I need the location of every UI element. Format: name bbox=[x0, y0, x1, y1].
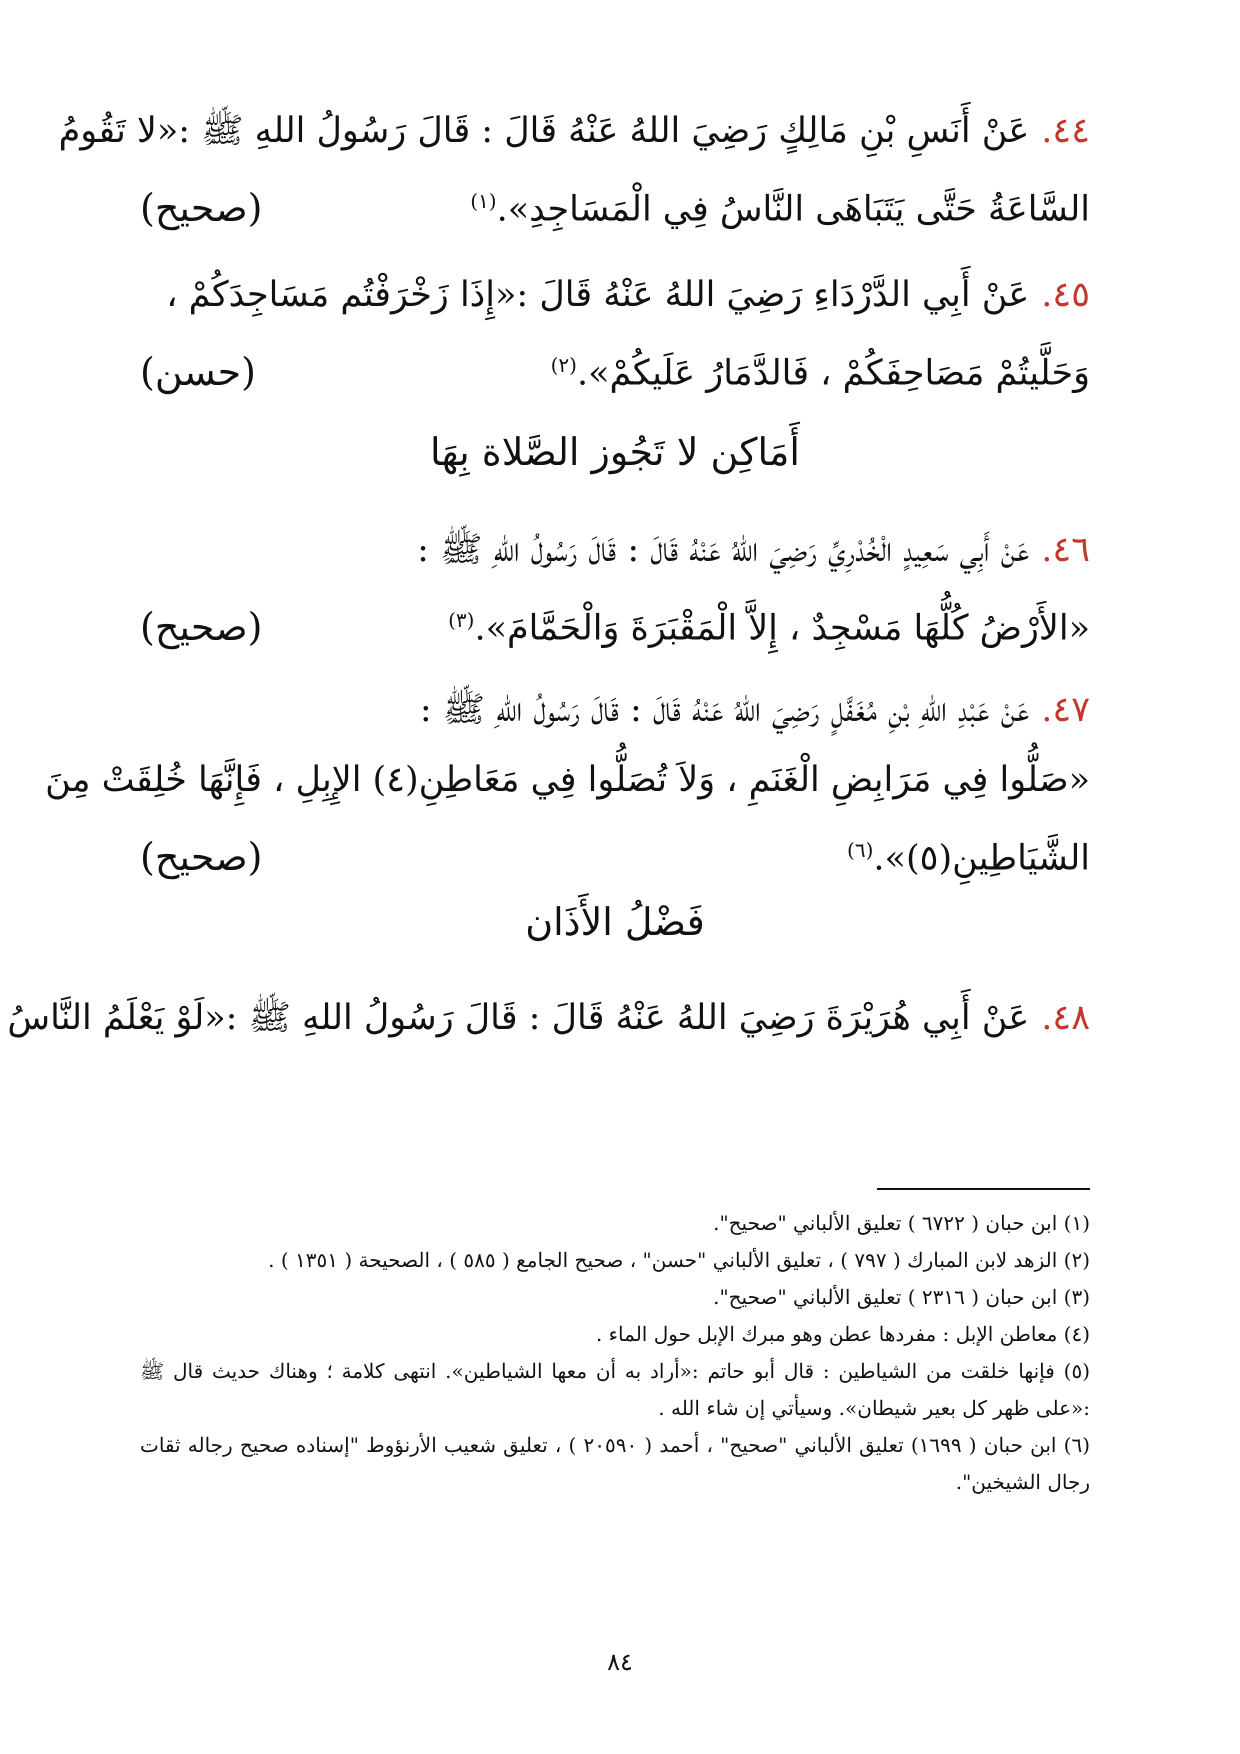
hadith-line bbox=[140, 815, 1090, 894]
footnote-item: (١) ابن حبان ( ٦٧٢٢ ) تعليق الألباني "صحيح". bbox=[713, 1211, 1090, 1235]
hadith-line bbox=[45, 745, 1090, 815]
section-heading: أَمَاكِن لا تَجُوز الصَّلاة بِهَا bbox=[430, 430, 800, 474]
hadith-46 bbox=[140, 515, 1090, 664]
grade-label: (حسن) bbox=[140, 349, 256, 394]
footnote-ref[interactable]: (٢) bbox=[550, 353, 577, 377]
section-heading: فَضْلُ الأَذَان bbox=[525, 900, 705, 944]
footnote-item: (٥) فإنها خلقت من الشياطين : قال أبو حاتم :«أراد به أن معها الشياطين». انتهى كلامة ؛ وهناك حديث قال ﷺ :«على ظهر كل بعير شيطان». وسيأتي إن شاء الله . bbox=[140, 1359, 1090, 1420]
hadith-text: عَنْ أَبِي سَعِيدٍ الْخُدْرِيِّ رَضِيَ اللهُ عَنْهُ قَالَ : قَالَ رَسُولُ اللهِ ﷺ : bbox=[417, 530, 1030, 570]
hadith-47 bbox=[45, 675, 1090, 894]
page-number: ٨٤ bbox=[607, 1648, 633, 1676]
hadith-text: السَّاعَةُ حَتَّى يَتَبَاهَى النَّاسُ فِي الْمَسَاجِدِ». bbox=[496, 189, 1090, 230]
hadith-line bbox=[140, 675, 1090, 745]
hadith-number: ٤٨. bbox=[1041, 998, 1090, 1038]
hadith-number: ٤٤. bbox=[1041, 111, 1090, 151]
hadith-line bbox=[140, 585, 1090, 664]
hadith-line bbox=[140, 515, 1090, 585]
hadith-44 bbox=[58, 96, 1090, 245]
footnote-item: (٤) معاطن الإبل : مفردها عطن وهو مبرك الإبل حول الماء . bbox=[595, 1322, 1090, 1346]
grade-label: (صحيح) bbox=[140, 604, 263, 649]
footnote-item: (٦) ابن حبان ( ١٦٩٩) تعليق الألباني "صحيح" ، أحمد ( ٢٠٥٩٠ ) ، تعليق شعيب الأرنؤوط "إسناده صحيح رجاله ثقات رجال الشيخين". bbox=[140, 1433, 1090, 1494]
hadith-line bbox=[7, 983, 1090, 1053]
hadith-text: عَنْ أَنَسِ بْنِ مَالِكٍ رَضِيَ اللهُ عَنْهُ قَالَ : قَالَ رَسُولُ اللهِ ﷺ :«لا تَقُومُ bbox=[58, 111, 1030, 151]
hadith-48 bbox=[7, 983, 1090, 1053]
hadith-text: عَنْ عَبْدِ اللهِ بْنِ مُغَفَّلٍ رَضِيَ اللهُ عَنْهُ قَالَ : قَالَ رَسُولُ اللهِ ﷺ : bbox=[419, 690, 1030, 730]
hadith-number: ٤٧. bbox=[1041, 690, 1090, 730]
hadith-45 bbox=[140, 260, 1090, 409]
hadith-text: عَنْ أَبِي الدَّرْدَاءِ رَضِيَ اللهُ عَنْهُ قَالَ :«إِذَا زَخْرَفْتُم مَسَاجِدَكُمْ ، bbox=[166, 275, 1030, 315]
hadith-number: ٤٦. bbox=[1041, 530, 1090, 570]
footnote-separator bbox=[877, 1188, 1090, 1190]
hadith-text: وَحَلَّيتُمْ مَصَاحِفَكُمْ ، فَالدَّمَارُ عَلَيكُمْ». bbox=[576, 353, 1090, 394]
footnotes bbox=[140, 1205, 1090, 1501]
footnote-item: (٣) ابن حبان ( ٢٣١٦ ) تعليق الألباني "صحيح". bbox=[713, 1285, 1090, 1309]
footnote-ref[interactable]: (١) bbox=[470, 189, 497, 213]
hadith-line bbox=[140, 166, 1090, 245]
footnote-ref[interactable]: (٣) bbox=[448, 608, 475, 632]
hadith-text: عَنْ أَبِي هُرَيْرَةَ رَضِيَ اللهُ عَنْهُ قَالَ : قَالَ رَسُولُ اللهِ ﷺ :«لَوْ يَعْلَمُ النَّاسُ bbox=[7, 998, 1030, 1038]
hadith-text: «الأَرْضُ كُلُّهَا مَسْجِدٌ ، إِلاَّ الْمَقْبَرَةَ وَالْحَمَّامَ». bbox=[474, 608, 1090, 649]
hadith-text: الشَّيَاطِينِ(٥)». bbox=[873, 838, 1090, 879]
footnote-ref[interactable]: (٦) bbox=[847, 838, 874, 862]
hadith-line bbox=[140, 260, 1090, 330]
grade-label: (صحيح) bbox=[140, 834, 263, 879]
hadith-line bbox=[140, 330, 1090, 409]
hadith-number: ٤٥. bbox=[1041, 275, 1090, 315]
hadith-line bbox=[58, 96, 1090, 166]
grade-label: (صحيح) bbox=[140, 185, 263, 230]
hadith-text: «صَلُّوا فِي مَرَابِضِ الْغَنَمِ ، وَلاَ تُصَلُّوا فِي مَعَاطِنِ(٤) الإِبِلِ ، فَإِنَّهَا خُلِقَتْ مِنَ bbox=[45, 760, 1090, 800]
footnote-item: (٢) الزهد لابن المبارك ( ٧٩٧ ) ، تعليق الألباني "حسن" ، صحيح الجامع ( ٥٨٥ ) ، الصحيحة ( ١٣٥١ ) . bbox=[268, 1248, 1090, 1272]
